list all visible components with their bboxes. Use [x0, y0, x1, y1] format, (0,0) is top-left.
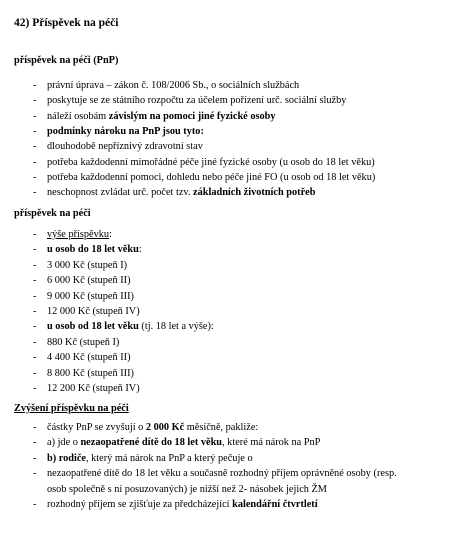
list-item-text: 2 000 Kč — [145, 422, 185, 433]
list-bullet: - — [33, 383, 37, 394]
list-item-text: právní úprava – zákon č. 108/2006 Sb., o sociálních službách — [47, 80, 300, 91]
list-item-text: 9 000 Kč (stupeň III) — [47, 290, 134, 302]
list-item-text: podmínky nároku na PnP jsou tyto: — [47, 125, 204, 137]
list-item-text: 4 400 Kč (stupeň II) — [47, 352, 131, 364]
section-heading-increase: Zvýšení příspěvku na péči — [14, 403, 129, 414]
list-bullet: - — [33, 171, 37, 183]
list-item-text: 6 000 Kč (stupeň II) — [47, 275, 131, 287]
section-heading-pnp: příspěvek na péči (PnP) — [14, 55, 119, 66]
list-item — [47, 420, 258, 435]
list-bullet: - — [33, 352, 37, 364]
list-item — [47, 93, 346, 108]
list-item — [47, 451, 253, 466]
list-bullet: - — [33, 452, 37, 464]
list-bullet: - — [33, 125, 37, 137]
list-item — [47, 170, 375, 185]
section-heading-pnp-amounts: příspěvek na péči — [14, 208, 91, 219]
list-item-text: u osob od 18 let věku — [47, 321, 139, 333]
list-item-text: kalendářní čtvrtletí — [232, 499, 318, 510]
list-bullet: - — [33, 141, 37, 153]
list-item — [47, 497, 318, 512]
list-item — [47, 227, 112, 242]
list-item-text: 3 000 Kč (stupeň I) — [47, 259, 128, 271]
list-item — [47, 289, 134, 304]
page-title: 42) Příspěvek na péči — [14, 17, 119, 29]
list-item-text: (tj. 18 let a výše): — [138, 321, 214, 333]
list-item — [47, 273, 131, 288]
list-item — [47, 466, 397, 481]
list-item — [47, 435, 320, 450]
list-bullet: - — [33, 306, 37, 317]
list-item — [47, 155, 375, 170]
list-item — [47, 258, 127, 273]
list-item-text: , který má nárok na PnP a který pečuje o — [86, 452, 253, 464]
list-bullet: - — [33, 290, 37, 302]
list-bullet: - — [33, 229, 37, 240]
list-bullet: - — [33, 259, 37, 271]
list-item — [47, 304, 140, 319]
list-bullet: - — [33, 321, 37, 333]
list-bullet: - — [33, 468, 37, 480]
list-item-text: výše příspěvku — [47, 229, 110, 240]
list-item-text: rozhodný příjem se zjišťuje za předcházející — [47, 499, 233, 510]
list-item-text: a) jde o — [47, 437, 81, 449]
list-item — [47, 482, 327, 497]
list-item-text: měsíčně, pakliže: — [184, 422, 259, 433]
list-item-text: náleží osobám — [47, 110, 109, 122]
list-bullet: - — [33, 499, 37, 510]
list-item-text: 12 000 Kč (stupeň IV) — [47, 306, 140, 317]
list-bullet: - — [33, 110, 37, 122]
list-item — [47, 109, 276, 124]
list-item-text: osob společně s ní posuzovaných) je nižší než 2- násobek jejich ŽM — [47, 483, 327, 495]
list-item-text: částky PnP se zvyšují o — [47, 422, 146, 433]
list-bullet: - — [33, 336, 37, 348]
list-item-text: 880 Kč (stupeň I) — [47, 336, 120, 348]
list-item-text: dlouhodobě nepříznivý zdravotní stav — [47, 141, 203, 153]
list-item-text: 12 200 Kč (stupeň IV) — [47, 383, 140, 394]
list-item-text: : — [109, 229, 112, 240]
list-bullet: - — [33, 187, 37, 199]
list-item — [47, 139, 203, 154]
list-item-text: 8 800 Kč (stupeň III) — [47, 367, 134, 379]
list-item-text: závislým na pomoci jiné fyzické osoby — [108, 110, 276, 122]
list-item-text: : — [138, 244, 142, 256]
list-item-text: , které má nárok na PnP — [222, 437, 321, 449]
list-item — [47, 366, 134, 381]
list-item-text: u osob do 18 let věku — [47, 244, 139, 256]
list-item-text: neschopnost zvládat urč. počet tzv. — [47, 187, 194, 199]
list-item-text: b) rodiče — [47, 452, 86, 464]
list-bullet: - — [33, 275, 37, 287]
list-bullet: - — [33, 156, 37, 168]
list-bullet: - — [33, 244, 37, 256]
list-item-text: nezaopatřené dítě do 18 let věku — [80, 437, 223, 449]
list-item — [47, 350, 131, 365]
list-item — [47, 124, 204, 139]
list-item-text: nezaopatřené dítě do 18 let věku a současně rozhodný příjem oprávněné osoby (resp. — [47, 468, 397, 480]
list-bullet: - — [33, 80, 37, 91]
list-item — [47, 381, 140, 396]
list-item — [47, 335, 119, 350]
list-item-text: potřeba každodenní mimořádné péče jiné fyzické osoby (u osob do 18 let věku) — [47, 156, 375, 168]
list-item-text: potřeba každodenní pomoci, dohledu nebo péče jiné FO (u osob od 18 let věku) — [47, 171, 376, 183]
list-item — [47, 78, 299, 93]
list-item-text: poskytuje se ze státního rozpočtu za účelem pořízení urč. sociální služby — [47, 95, 347, 107]
list-item-text: základních životních potřeb — [193, 187, 316, 199]
list-item — [47, 319, 214, 334]
list-bullet: - — [33, 437, 37, 449]
list-bullet: - — [33, 422, 37, 433]
list-bullet: - — [33, 95, 37, 107]
list-item — [47, 185, 315, 200]
list-item — [47, 242, 142, 257]
list-bullet: - — [33, 367, 37, 379]
